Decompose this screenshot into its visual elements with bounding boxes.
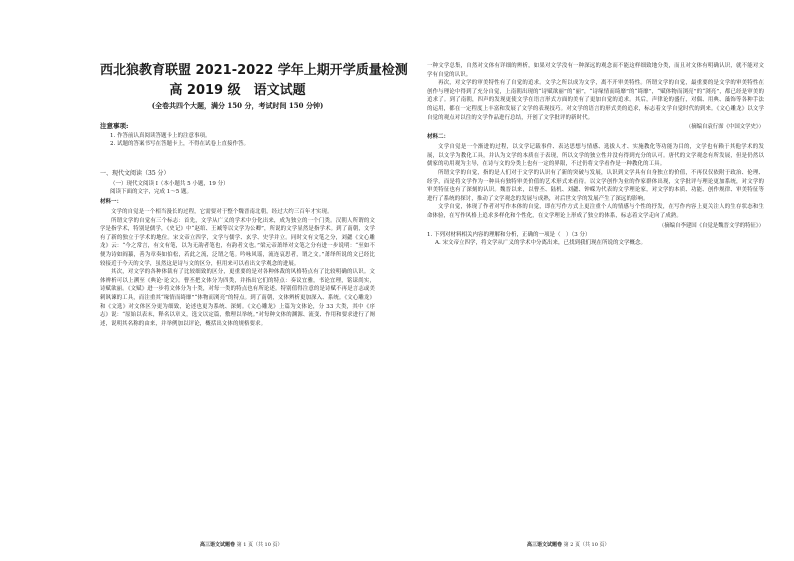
source-citation: （摘编自李建国《自觉是魏晋文学的特征》） — [658, 222, 764, 229]
footer-page-number: 第 1 页（共 10 页） — [236, 542, 283, 548]
material-label: 材料一： — [100, 199, 123, 205]
footer-page-number: 第 2 页（共 10 页） — [563, 542, 610, 548]
exam-title: 西北狼教育联盟 2021-2022 学年上期开学质量检测 — [100, 63, 408, 78]
note-item: 1. 作答前认真阅读答题卡上的注意事项。 — [110, 133, 211, 139]
page-footer — [527, 541, 610, 548]
option-a: A. 宋文帝立四学，将文学从广义的学术中分离出来，已找到我们现在所说的文学概念。 — [435, 240, 646, 247]
right-page — [397, 0, 794, 561]
section-heading: 一、现代文阅读（35 分） — [100, 170, 170, 177]
page-footer — [200, 541, 283, 548]
paragraph: 所谓文学的自觉有三个标志：首先，文学从广义的学术中分化出来，成为独立的一个门类。汉朝人所谓的文学是指学术，特别是儒学，《史记》中“赵绾、王臧等以文学为公卿”，所说的文学显然是指学术。到了南朝，文学有了新的独立于学术的地位。宋文帝立四学，文学与儒学、玄学、史学并立。同时文有文笔之分，刘勰《文心雕龙》云：“今之常言，有文有笔，以为无韵者笔也，有韵者文也。”梁元帝萧绎对文笔之分有进一步说明：“至如不便为诗如阎纂，善为章奏如伯松，若此之流，泛谓之笔。吟咏风谣，流连哀思者，谓之文。”萧绎所说的文已经比较接近于今天的文学，虽然这是诗与文的区分，但用来可以看出文学观念的进展。 — [100, 217, 375, 267]
footer-title: 高三语文试题卷 — [200, 542, 236, 548]
paragraph: 文学的自觉是一个相当漫长的过程，它需要对于整个魏晋南北朝，经过大约三百年才实现。 — [111, 209, 333, 215]
paragraph: 一种文学总集，自然对文体有详细的辨析，如果对文学没有一种深远的观念而不能这样细致地分类，而且对文体有明确认识，就不能对文学有自觉的认识。 — [427, 63, 764, 78]
question-1: 1. 下列对材料相关内容的理解和分析，正确的一项是（ ）（3 分） — [427, 231, 591, 238]
instruction: 阅读下面的文字，完成 1～5 题。 — [110, 189, 192, 195]
material-label: 材料二： — [427, 134, 450, 141]
exam-subtitle: 高 2019 级 语文试题 — [169, 83, 306, 98]
paragraph: 文学自觉是一个渐进的过程，以文学记载事件、表达思想与情感、选拔人才、实施教化等功能为目的，文学也有赖于其他学术的发展，以文学为教化工具，并认为文学的本质在于表现，所以文学的独立性并没有得到充分的认可。唐代的文学观念有所发展，但是仍然以儒家的功用观为主导，在诗与文的分类上也有一定的界限，不过仍将文学看作是一种教化的工具。 — [427, 144, 764, 168]
notes-heading: 注意事项: — [100, 122, 129, 130]
paragraph: 再次，对文学的审美特性有了自觉的追求。文学之所以成为文学，离不开审美特性。所谓文学的自觉，最重要的是文学的审美特性在创作与理论中得到了充分自觉，上南朝出现的“诗赋欲丽”的“丽”，“诗缘情而绮靡”的“绮靡”，“赋体物而浏亮”的“浏亮”，都已经是审美的追求了。到了南朝，四声的发现更使文学在语言形式方面的美有了更加自觉的追求。其后，声律论的盛行，对偶、用典、藻饰等各种手法的运用，都在一定程度上丰富和发展了文学的表现技巧。对文学的语言的形式美的追求，标志着文学自觉时代的到来。《文心雕龙》以文学自觉的观点对以往的文学作品进行总结，开创了文学批评的新时代。 — [427, 80, 764, 121]
sub-heading: （一）现代文阅读 I（本小题共 5 小题，19 分） — [110, 181, 229, 187]
note-item: 2. 试题的答案书写在答题卡上，不得在试卷上直接作答。 — [110, 141, 249, 147]
paragraph: 文学自觉，体现了作者对写作本体的自觉，即在写作方式上更注重个人的情感与个性的抒发，在写作内容上更关注人的生存状态和生命体验，在写作风格上追求多样化和个性化，在文学理论上形成了独立的体系，标志着文学走向了成熟。 — [427, 204, 764, 219]
footer-title: 高三语文试题卷 — [527, 542, 563, 548]
paragraph: 其次，对文学的各种体裁有了比较细致的区分，更重要的是对各种体裁的风格特点有了比较明确的认识。文体辨析可以上溯至《典论·论文》。曹丕把文体分为四类，并指出它们的特点：奏议宜雅，书论宜理，铭诔尚实，诗赋欲丽。《文赋》进一步将文体分为十类，对每一类的特点也有所论述。特别值得注意的是诗赋不再是言志或美刺讽谏的工具，而注重其“缘情而绮靡”“体物而浏亮”的特点。到了南朝，文体辨析更加深入、系统。《文心雕龙》和《文选》对文体区分更为细致，论述也更为系统、深刻。《文心雕龙》上篇为文体论，分 33 大类，其中《序志》说：“原始以表末，释名以章义，选文以定篇，敷理以举统。”对每种文体的渊源、流变、作用和要求进行了阐述，说明其名称的由来，并举例加以评论，概括出文体的规格要求。 — [100, 269, 375, 327]
paragraph: 所谓文学的自觉，指的是人们对于文学的认识有了新的突破与发展，认识到文学具有自身独立的价值，不再仅仅依附于政治、伦理、经学，而是将文学作为一种具有独特审美价值的艺术形式来看待。以文学创作为业的作家群体出现，文学批评与理论更加系统，对文学的审美特征也有了深刻的认识。魏晋以来，以曹丕、陆机、刘勰、钟嵘为代表的文学理论家，对文学的本质、功能、创作规律、审美特征等进行了系统的探讨，推动了文学观念的发展与成熟，对后世文学的发展产生了深远的影响。 — [427, 169, 764, 202]
exam-info: (全卷共四个大题，满分 150 分，考试时间 150 分钟) — [151, 101, 324, 110]
source-citation: （摘编自袁行霈《中国文学史》） — [685, 124, 764, 131]
